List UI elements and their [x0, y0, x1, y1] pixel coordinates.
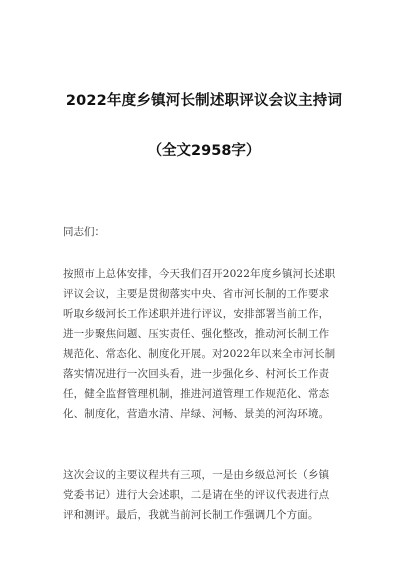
word-count-subtitle: （全文2958字）	[147, 143, 261, 159]
paragraph-intro	[63, 264, 353, 424]
paragraph-line: 任，健全监督管理机制，推进河道管理工作规范化、常态	[63, 388, 330, 400]
paragraph-line: 进一步聚焦问题、压实责任、强化整改，推动河长制工作	[63, 328, 330, 340]
paragraph-line: 听取乡级河长工作述职并进行评议，安排部署当前工作，	[63, 308, 330, 320]
paragraph-line: 落实情况进行一次回头看，进一步强化乡、村河长工作责	[63, 368, 330, 380]
paragraph-line: 评和测评。最后，我就当前河长制工作强调几个方面。	[63, 509, 319, 521]
paragraph-line: 规范化、常态化、制度化开展。对2022年以来全市河长制	[63, 348, 336, 360]
paragraph-agenda	[63, 465, 353, 525]
greeting: 同志们：	[63, 226, 105, 238]
paragraph-line: 评议会议，主要是贯彻落实中央、省市河长制的工作要求	[63, 288, 330, 300]
paragraph-line: 按照市上总体安排，今天我们召开2022年度乡镇河长述职	[63, 268, 336, 280]
paragraph-line: 这次会议的主要议程共有三项，一是由乡级总河长（乡镇	[63, 469, 330, 481]
paragraph-line: 化、制度化，营造水清、岸绿、河畅、景美的河沟环境。	[63, 408, 330, 420]
document-title: 2022年度乡镇河长制述职评议会议主持词	[65, 93, 343, 109]
paragraph-line: 党委书记）进行大会述职，二是请在坐的评议代表进行点	[63, 489, 330, 501]
